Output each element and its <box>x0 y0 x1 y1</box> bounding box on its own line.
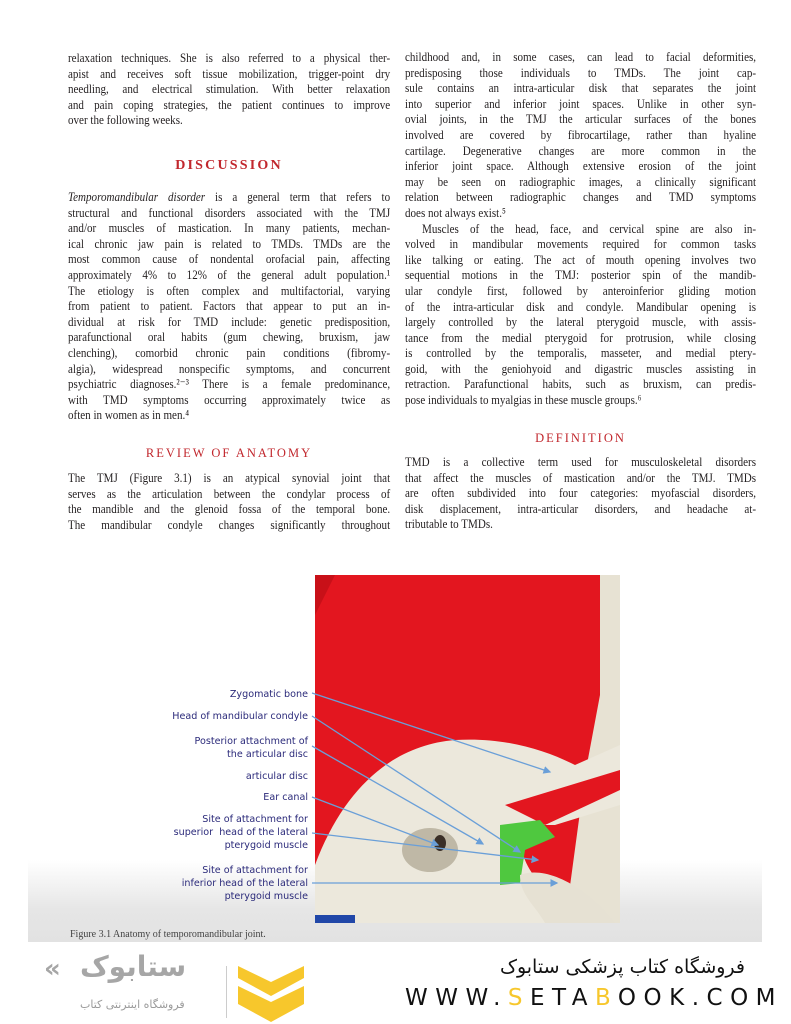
logo-chevrons-icon: « <box>44 954 61 984</box>
text-line: ical chronic jaw pain is related to TMDs. TMDs are the <box>68 235 391 251</box>
text-line: may be seen on radiographic images, a clinically significant <box>405 173 757 189</box>
text-line: from patient to patient. Factors that appear to put an in- <box>68 298 391 314</box>
text-line: serves as the articulation between the condylar process of <box>68 485 391 501</box>
text-line: ovial joints, in the TMJ the articular surfaces of the bones <box>405 111 757 127</box>
text-line: tance from the medial pterygoid for protrusion, while closing <box>405 329 757 345</box>
text-line: and pain coping strategies, the patient continues to improve <box>68 96 391 112</box>
text-line: predisposing those individuals to TMDs. The joint cap- <box>405 64 757 80</box>
label-head-of-mandibular-condyle: Head of mandibular condyle <box>172 711 308 722</box>
url-accent: S <box>507 985 531 1011</box>
text-line: parafunctional oral habits (gum chewing, bruxism, jaw <box>68 329 391 345</box>
store-title: فروشگاه کتاب پزشکی ستابوک <box>499 956 745 978</box>
text-line: inferior joint space. Although extensive erosion of the joint <box>405 158 757 174</box>
text-line: apist and receives soft tissue mobilization, trigger-point dry <box>68 65 391 81</box>
label-ear-canal: Ear canal <box>263 792 308 803</box>
text-line: The etiology is often complex and multifactorial, varying <box>68 282 391 298</box>
text-line: often in women as in men.⁴ <box>68 407 190 423</box>
text-line: does not always exist.⁵ <box>405 204 506 220</box>
text-line: TMD is a collective term used for musculoskeletal disorders <box>405 454 757 469</box>
text-line: algia), widespread nonspecific symptoms, and concurrent <box>68 360 391 376</box>
text-line: largely controlled by the lateral pterygoid muscle, with assis- <box>405 314 757 330</box>
text-line: ular condyle first, followed by anteroinferior gliding motion <box>405 282 757 298</box>
text-line: disk displacement, intra-articular disorders, and headache at- <box>405 500 757 516</box>
definition-heading: DEFINITION <box>535 431 626 445</box>
text-line: psychiatric diagnoses.²⁻³ There is a female predominance, <box>68 376 391 392</box>
text-line: involved are covered by fibrocartilage, rather than hyaline <box>405 126 757 142</box>
text-line: The TMJ (Figure 3.1) is an atypical synovial joint that <box>68 470 391 485</box>
text-line: and/or muscles of mastication. In many patients, mechan- <box>68 220 391 236</box>
label-articular-disc: articular disc <box>245 771 308 782</box>
text-line: are often subdivided into four categories: myofascial disorders, <box>405 485 757 501</box>
label-superior-head-attachment: Site of attachment for superior head of the lateral pterygoid muscle <box>173 814 308 851</box>
label-zygomatic-bone: Zygomatic bone <box>229 689 308 700</box>
text-line: cartilage. Degenerative changes are more common in the <box>405 142 757 158</box>
text-line: most common cause of nondental orofacial pain, affecting <box>68 251 391 267</box>
url-accent: B <box>595 985 618 1011</box>
text-line: clenching), comorbid chronic pain conditions (fibromy- <box>68 344 391 360</box>
text-run: is a general term that refers to <box>205 189 391 204</box>
text-line: retraction. Parafunctional habits, such as bruxism, can predis- <box>405 376 757 392</box>
logo-tagline: فروشگاه اینترنتی کتاب <box>80 998 185 1011</box>
text-line: volved in mandibular movements required for common tasks <box>405 236 757 252</box>
arrow-superior-head <box>312 833 538 860</box>
text-line: with TMD symptoms occurring approximately twice as <box>68 391 391 407</box>
arrow-condyle-head <box>312 716 520 852</box>
text-line: Muscles of the head, face, and cervical spine are also in- <box>422 220 757 236</box>
text-line: sequential motions in the TMJ: posterior spin of the mandib- <box>405 267 757 283</box>
text-line: pose individuals to myalgias in these muscle groups.⁶ <box>405 392 642 408</box>
text-line: like talking or eating. The act of mouth opening involves two <box>405 251 757 267</box>
term-italic: Temporomandibular disorder <box>68 189 206 204</box>
text-line: over the following weeks. <box>68 112 183 128</box>
arrow-zygomatic <box>312 693 550 772</box>
store-url <box>405 985 783 1011</box>
text-line: that affect the muscles of mastication and/or the TMJ. TMDs <box>405 469 757 485</box>
text-line: the mandible and the glenoid fossa of the temporal bone. <box>68 501 391 517</box>
text-line: relaxation techniques. She is also referred to a physical ther- <box>68 50 391 65</box>
url-part: WWW. <box>405 985 508 1011</box>
text-line: relation between radiographic changes and TMD symptoms <box>405 189 757 205</box>
setabook-shield-icon <box>236 964 306 1024</box>
text-line: dividual at risk for TMD include: genetic predisposition, <box>68 313 391 329</box>
text-line: structural and functional disorders associated with the TMJ <box>68 204 391 220</box>
text-line: goid, with the geniohyoid and digastric muscles assisting in <box>405 360 757 376</box>
logo-divider <box>226 966 227 1018</box>
logo-wordmark: ستابوک <box>80 950 187 983</box>
arrow-ear-canal <box>312 797 438 845</box>
text-line: needling, and electrical stimulation. With better relaxation <box>68 81 391 97</box>
discussion-heading: DISCUSSION <box>175 158 283 173</box>
url-part: ETA <box>530 985 596 1011</box>
setabook-footer <box>0 944 791 1024</box>
text-line: approximately 4% to 12% of the general adult population.¹ <box>68 266 391 282</box>
text-line: sule contains an intra-articular disk that separates the joint <box>405 80 757 96</box>
anatomy-heading: REVIEW OF ANATOMY <box>145 446 313 460</box>
text-line: The mandibular condyle changes significantly throughout <box>68 516 391 532</box>
text-line: of the intra-articular disk and condyle. Mandibular opening is <box>405 298 757 314</box>
label-posterior-attachment: Posterior attachment of the articular disc <box>194 736 308 760</box>
text-line: into superior and inferior joint spaces. Unlike in other syn- <box>405 95 757 111</box>
text-line: tributable to TMDs. <box>405 516 493 532</box>
label-inferior-head-attachment: Site of attachment for inferior head of the lateral pterygoid muscle <box>181 865 308 902</box>
url-part: OOK.COM <box>617 985 784 1011</box>
text-line: childhood and, in some cases, can lead to facial deformities, <box>405 49 757 64</box>
text-line: is controlled by the temporalis, masseter, and medial ptery- <box>405 345 757 361</box>
figure-caption: Figure 3.1 Anatomy of temporomandibular joint. <box>70 929 266 940</box>
